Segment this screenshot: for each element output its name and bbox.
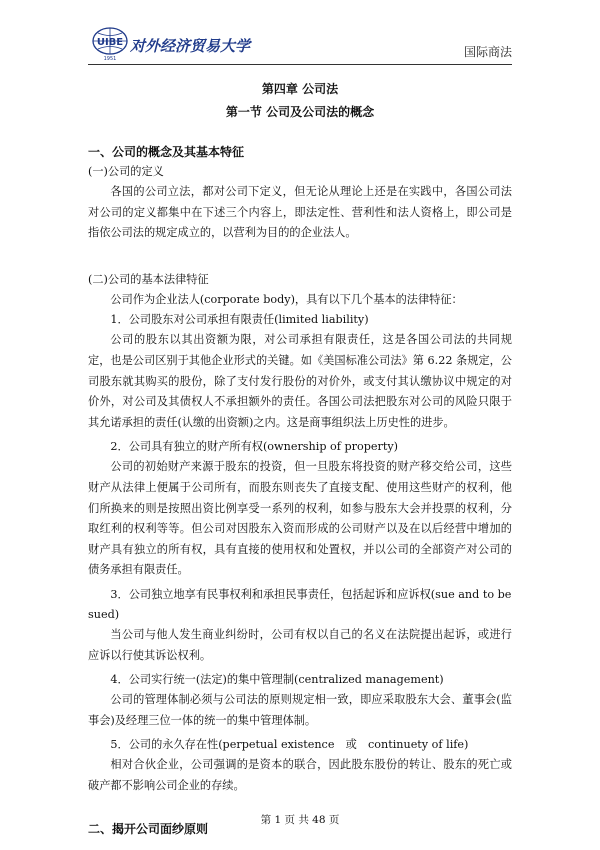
logo-calligraphy: 对外经济贸易大学 — [130, 37, 251, 55]
feature-5-paragraph: 相对合伙企业，公司强调的是资本的联合，因此股东股份的转让、股东的死亡或破产都不影响公司企业的存续。 — [88, 758, 512, 792]
university-logo — [90, 24, 251, 62]
feature-2-paragraph: 公司的初始财产来源于股东的投资，但一旦股东将投资的财产移交给公司，这些财产从法律上便属于公司所有，而股东则丧失了直接支配、使用这些财产的权利，他们所换来的则是按照出资比例享受一系列的权利，如参与股东大会并投票的权利，分取红利的权利等等。但公司对因股东入资而形成的公司财产以及在以后经营中增加的财产具有独立的所有权，具有直接的使用权和处置权，并以公司的全部资产对公司的债务承担有限责任。 — [88, 460, 512, 577]
feature-2-title: 2．公司具有独立的财产所有权(ownership of property) — [110, 440, 399, 454]
course-name: 国际商法 — [463, 45, 512, 59]
definition-paragraph: 各国的公司立法，都对公司下定义，但无论从理论上还是在实践中，各国公司法对公司的定义都集中在下述三个内容上，即法定性、营利性和法人资格上，即公司是指依公司法的规定成立的，以营利为目的的企业法人。 — [88, 185, 512, 240]
features-intro: 公司作为企业法人(corporate body)，具有以下几个基本的法律特征： — [110, 292, 463, 306]
sub1-heading: (一)公司的定义 — [88, 165, 164, 178]
feature-3-title: 3．公司独立地享有民事权利和承担民事责任，包括起诉和应诉权(sue and to be sued) — [88, 587, 512, 621]
feature-4-title: 4．公司实行统一(法定)的集中管理制(centralized management) — [110, 673, 444, 687]
document-body — [88, 74, 512, 837]
feature-1-title: 1．公司股东对公司承担有限责任(limited liability) — [110, 313, 369, 327]
chapter-title: 第四章 公司法 — [261, 82, 339, 96]
page-header — [88, 22, 512, 65]
feature-3-paragraph: 当公司与他人发生商业纠纷时，公司有权以自己的名义在法院提出起诉，或进行应诉以行使其诉讼权利。 — [88, 627, 512, 662]
globe-emblem-icon — [93, 28, 127, 62]
part2-heading: 二、揭开公司面纱原则 — [88, 822, 209, 837]
section-title: 第一节 公司及公司法的概念 — [225, 105, 375, 119]
svg-text:UIBE: UIBE — [96, 37, 124, 48]
feature-5-title: 5．公司的永久存在性(perpetual existence 或 continuety of life) — [110, 738, 469, 752]
sub2-heading: (二)公司的基本法律特征 — [88, 272, 209, 286]
svg-text:1951: 1951 — [103, 56, 117, 62]
page-footer: 第 1 页 共 48 页 — [260, 814, 340, 826]
part1-heading: 一、公司的概念及其基本特征 — [88, 145, 245, 159]
feature-1-paragraph: 公司的股东以其出资额为限，对公司承担有限责任，这是各国公司法的共同规定，也是公司区别于其他企业形式的关键。如《美国标准公司法》第 6.22 条规定，公司股东就其购买的股份，除了支付发行股份的对价外，或支付其认缴协议中规定的对价外，对公司及其债权人不承担额外的责任。各国公司法把股东对公司的风险只限于其允诺承担的责任(认缴的出资额)之内。这是商事组织法上历史性的进步。 — [88, 333, 512, 429]
feature-4-paragraph: 公司的管理体制必须与公司法的原则规定相一致，即应采取股东大会、董事会(监事会)及经理三位一体的统一的集中管理体制。 — [88, 693, 512, 727]
